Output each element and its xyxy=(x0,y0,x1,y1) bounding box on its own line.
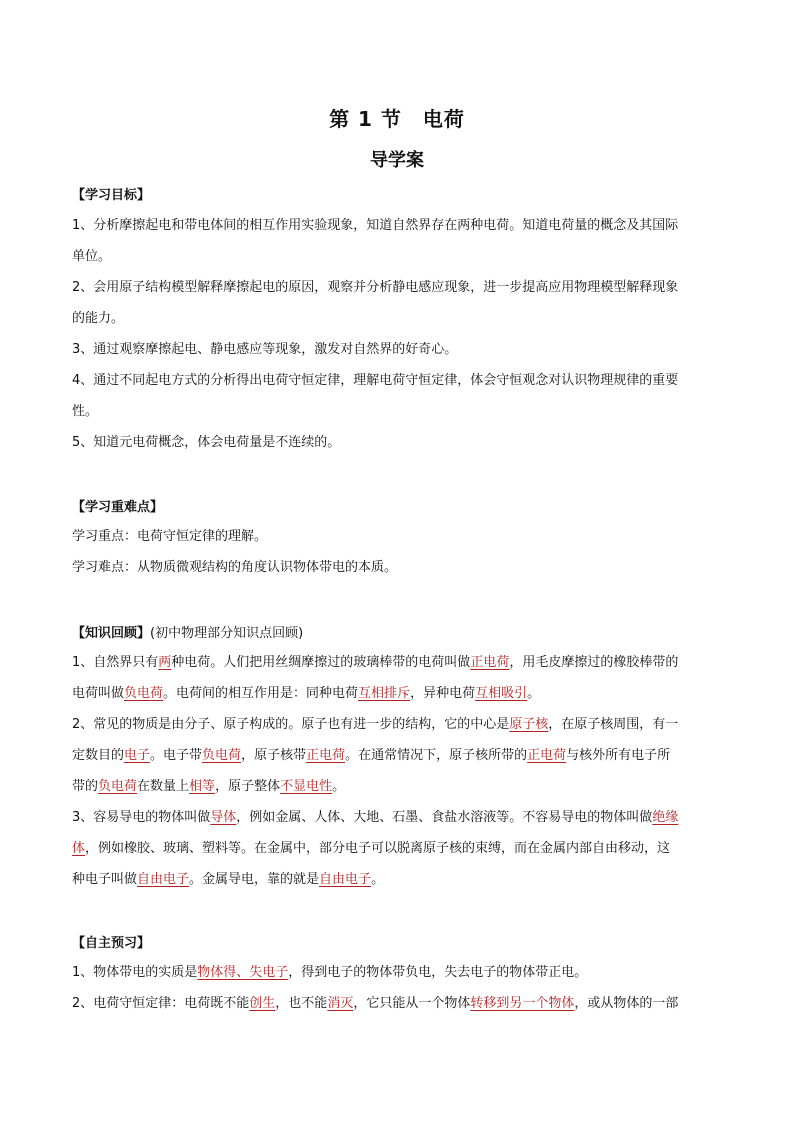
text: 带的 xyxy=(72,779,99,794)
answer-blank: 互相吸引 xyxy=(475,686,528,701)
answer-blank: 负电荷 xyxy=(124,686,164,701)
text: 。金属导电，靠的就是 xyxy=(189,872,320,887)
objectives-body xyxy=(72,210,724,458)
answer-blank: 电子 xyxy=(124,748,151,763)
preview-line-2 xyxy=(72,988,724,1019)
answer-blank: 创生 xyxy=(249,996,276,1011)
answer-blank: 互相排斥 xyxy=(358,686,411,701)
section-review xyxy=(72,625,724,643)
text: ，原子核带 xyxy=(241,748,307,763)
answer-blank: 相等 xyxy=(189,779,216,794)
review-line-3 xyxy=(72,709,724,740)
difficulty-line: 学习难点：从物质微观结构的角度认识物体带电的本质。 xyxy=(72,560,398,575)
text: 2、电荷守恒定律：电荷既不能 xyxy=(72,996,250,1011)
section-objectives xyxy=(72,187,724,205)
text: 1、自然界只有 xyxy=(72,655,159,670)
answer-blank: 导体 xyxy=(210,810,237,825)
review-body xyxy=(72,647,724,895)
text: 2、常见的物质是由分子、原子构成的。原子也有进一步的结构，它的中心是 xyxy=(72,717,510,732)
objectives-heading: 【学习目标】 xyxy=(72,188,151,203)
preview-body xyxy=(72,957,724,1019)
answer-blank: 负电荷 xyxy=(98,779,138,794)
answer-blank: 消灭 xyxy=(327,996,354,1011)
text: 。电子带 xyxy=(150,748,203,763)
answer-blank: 物体得、失电子 xyxy=(197,965,289,980)
review-heading-text: 【知识回顾】 xyxy=(72,626,151,641)
keypoints-body xyxy=(72,521,724,583)
answer-blank: 自由电子 xyxy=(137,872,190,887)
objective-line: 单位。 xyxy=(72,249,112,264)
text: ，例如橡胶、玻璃、塑料等。在金属中，部分电子可以脱离原子核的束缚，而在金属内部自由移动，这 xyxy=(85,841,671,856)
text: 1、物体带电的实质是 xyxy=(72,965,198,980)
text: ，在原子核周围，有一 xyxy=(548,717,679,732)
text: 种电子叫做 xyxy=(72,872,138,887)
answer-blank: 原子核 xyxy=(509,717,549,732)
review-line-1 xyxy=(72,647,724,678)
answer-blank: 正电荷 xyxy=(527,748,567,763)
objective-line: 1、分析摩擦起电和带电体间的相互作用实验现象，知道自然界存在两种电荷。知道电荷量的概念及其国际 xyxy=(72,218,679,233)
page-title: 第 1 节 电荷 xyxy=(329,107,465,131)
answer-blank: 绝缘 xyxy=(652,810,679,825)
section-preview xyxy=(72,935,724,953)
text: ，它只能从一个物体 xyxy=(353,996,471,1011)
objective-line: 5、知道元电荷概念，体会电荷量是不连续的。 xyxy=(72,435,341,450)
answer-blank: 正电荷 xyxy=(306,748,346,763)
text: 。在通常情况下，原子核所带的 xyxy=(345,748,528,763)
review-line-4 xyxy=(72,740,724,771)
preview-line-1 xyxy=(72,957,724,988)
text: 种电荷。人们把用丝绸摩擦过的玻璃棒带的电荷叫做 xyxy=(171,655,471,670)
text: ，也不能 xyxy=(275,996,328,1011)
review-heading-note: (初中物理部分知识点回顾) xyxy=(150,626,304,641)
keypoints-heading: 【学习重难点】 xyxy=(72,500,164,515)
objective-line: 2、会用原子结构模型解释摩擦起电的原因，观察并分析静电感应现象，进一步提高应用物理模型解释现象 xyxy=(72,280,679,295)
text: 在数量上 xyxy=(137,779,190,794)
text: ，或从物体的一部 xyxy=(574,996,679,1011)
objective-line: 的能力。 xyxy=(72,311,125,326)
text: 与核外所有电子所 xyxy=(566,748,671,763)
review-heading xyxy=(72,625,724,643)
text: 。 xyxy=(527,686,541,701)
key-point-line: 学习重点：电荷守恒定律的理解。 xyxy=(72,529,268,544)
preview-heading: 【自主预习】 xyxy=(72,936,151,951)
answer-blank: 两 xyxy=(158,655,172,670)
text: 。 xyxy=(332,779,346,794)
text: 。电荷间的相互作用是：同种电荷 xyxy=(163,686,359,701)
objective-line: 性。 xyxy=(72,404,99,419)
objective-line: 4、通过不同起电方式的分析得出电荷守恒定律，理解电荷守恒定律，体会守恒观念对认识物理规律的重要 xyxy=(72,373,679,388)
answer-blank: 不显电性 xyxy=(280,779,333,794)
answer-blank: 自由电子 xyxy=(319,872,372,887)
text: ，例如金属、人体、大地、石墨、食盐水溶液等。不容易导电的物体叫做 xyxy=(236,810,653,825)
text: ，用毛皮摩擦过的橡胶棒带的 xyxy=(509,655,679,670)
review-line-2 xyxy=(72,678,724,709)
text: 。 xyxy=(371,872,385,887)
text: ，得到电子的物体带负电，失去电子的物体带正电。 xyxy=(288,965,588,980)
answer-blank: 体 xyxy=(72,841,86,856)
review-line-5 xyxy=(72,771,724,802)
text: 3、容易导电的物体叫做 xyxy=(72,810,211,825)
answer-blank: 转移到另一个物体 xyxy=(470,996,575,1011)
review-line-7 xyxy=(72,833,724,864)
review-line-6 xyxy=(72,802,724,833)
section-keypoints xyxy=(72,499,724,517)
review-line-8 xyxy=(72,864,724,895)
page-subtitle: 导学案 xyxy=(370,150,424,171)
text: ，原子整体 xyxy=(215,779,281,794)
objective-line: 3、通过观察摩擦起电、静电感应等现象，激发对自然界的好奇心。 xyxy=(72,342,458,357)
text: 电荷叫做 xyxy=(72,686,125,701)
answer-blank: 负电荷 xyxy=(202,748,242,763)
text: ，异种电荷 xyxy=(410,686,476,701)
text: 定数目的 xyxy=(72,748,125,763)
answer-blank: 正电荷 xyxy=(470,655,510,670)
